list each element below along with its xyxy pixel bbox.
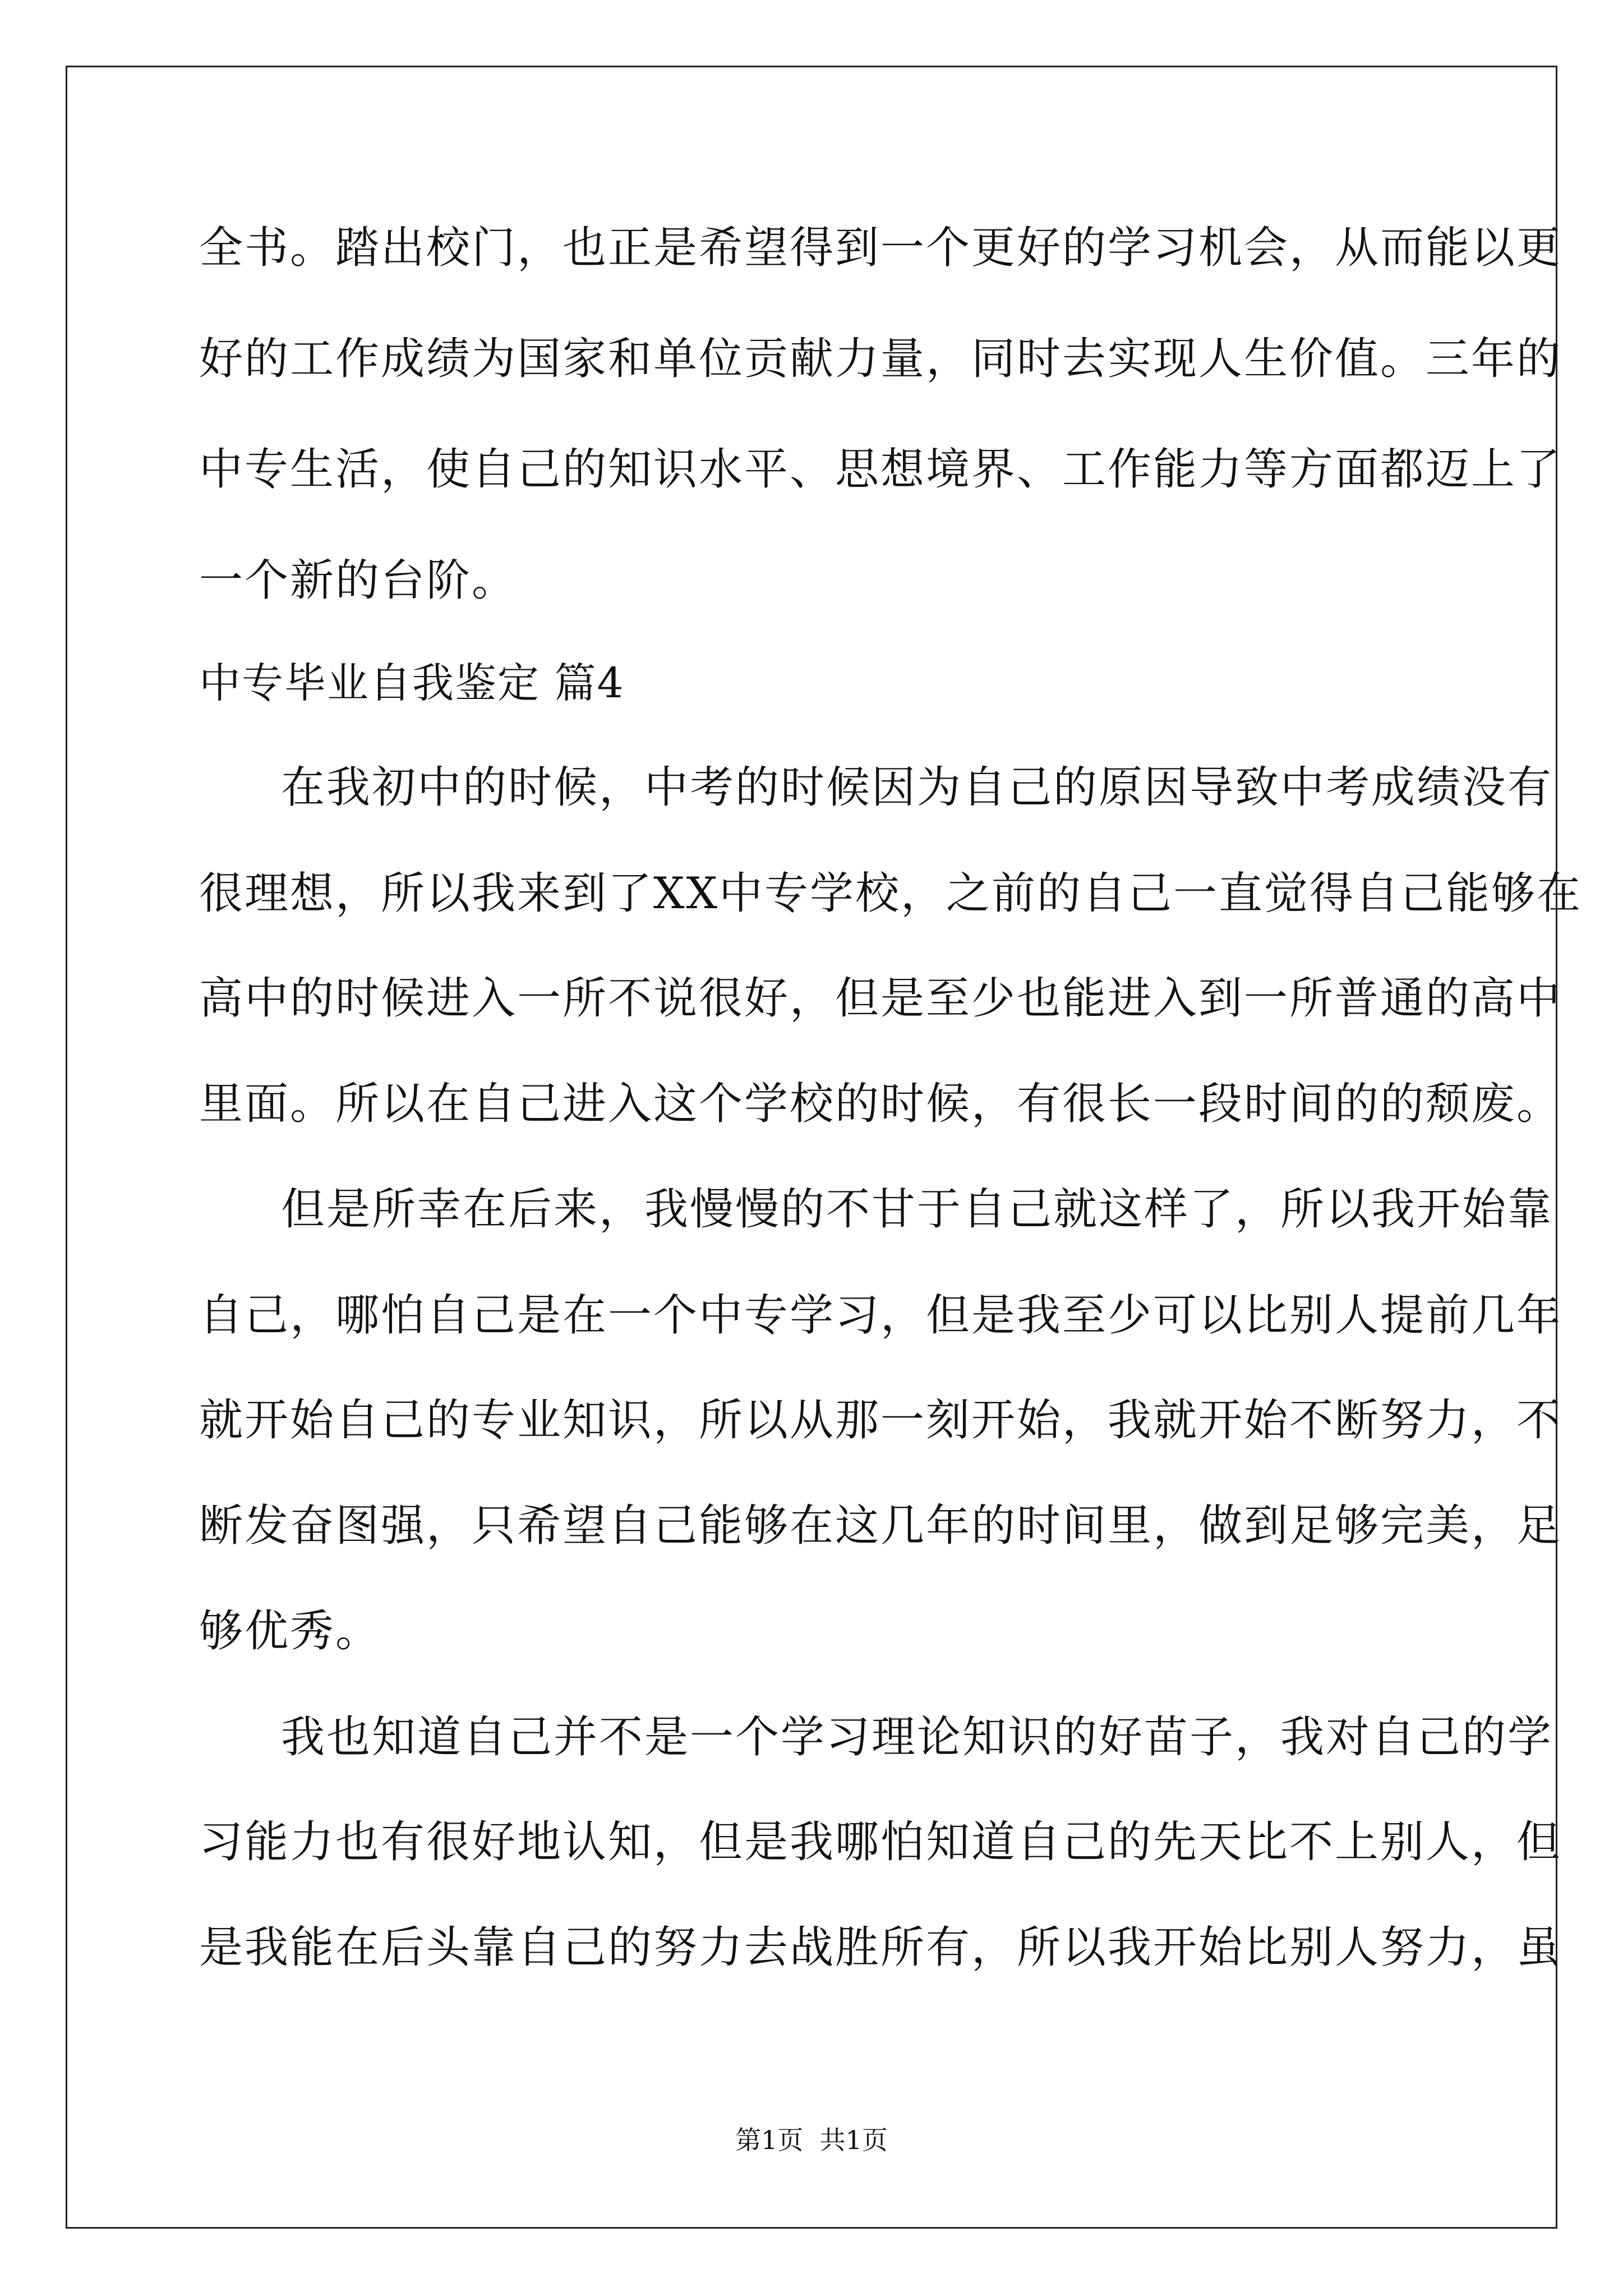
paragraph-line: 是我能在后头靠自己的努力去战胜所有，所以我开始比别人努力，虽	[199, 1922, 1562, 1973]
page-border	[66, 66, 1583, 2229]
paragraph-line: 断发奋图强，只希望自己能够在这几年的时间里，做到足够完美，足	[199, 1501, 1562, 1551]
paragraph-line: 够优秀。	[199, 1606, 381, 1657]
paragraph-line: 全书。踏出校门，也正是希望得到一个更好的学习机会，从而能以更	[199, 223, 1562, 273]
paragraph-line: 但是所幸在后来，我慢慢的不甘于自己就这样了，所以我开始靠	[281, 1184, 1553, 1235]
paragraph-line: 在我初中的时候，中考的时候因为自己的原因导致中考成绩没有	[281, 762, 1553, 813]
paragraph-line: 高中的时候进入一所不说很好，但是至少也能进入到一所普通的高中	[199, 973, 1562, 1024]
section-heading: 中专毕业自我鉴定 篇4	[199, 659, 625, 707]
paragraph-line: 中专生活，使自己的知识水平、思想境界、工作能力等方面都迈上了	[199, 444, 1562, 495]
paragraph-line: 好的工作成绩为国家和单位贡献力量，同时去实现人生价值。三年的	[199, 334, 1562, 384]
paragraph-line: 自己，哪怕自己是在一个中专学习，但是我至少可以比别人提前几年	[199, 1290, 1562, 1341]
paragraph-line: 我也知道自己并不是一个学习理论知识的好苗子，我对自己的学	[281, 1712, 1553, 1763]
paragraph-line: 习能力也有很好地认知，但是我哪怕知道自己的先天比不上别人，但	[199, 1817, 1562, 1867]
paragraph-line: 一个新的台阶。	[199, 555, 518, 606]
paragraph-line: 就开始自己的专业知识，所以从那一刻开始，我就开始不断努力，不	[199, 1395, 1562, 1446]
paragraph-line: 里面。所以在自己进入这个学校的时候，有很长一段时间的的颓废。	[199, 1079, 1562, 1129]
paragraph-line: 很理想，所以我来到了XX中专学校，之前的自己一直觉得自己能够在	[199, 868, 1583, 919]
page-footer: 第1页 共1页	[735, 2125, 888, 2155]
